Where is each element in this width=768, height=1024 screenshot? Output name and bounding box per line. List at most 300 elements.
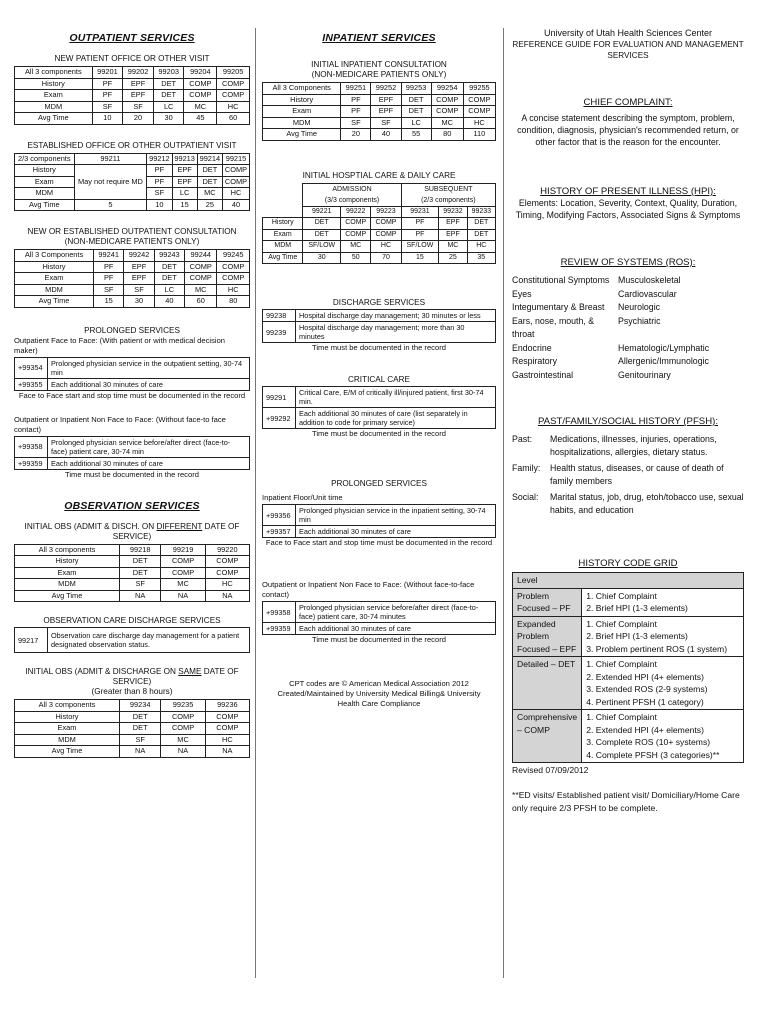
row-label: History: [15, 556, 120, 568]
requirement-item: 2. Brief HPI (1-3 elements): [586, 603, 688, 613]
nf2f-note: Time must be documented in the record: [65, 469, 199, 479]
table-row: [263, 310, 496, 322]
description-cell: Each additional 30 minutes of care (list separately in addition to code for primary service): [296, 408, 496, 429]
table-cell: MC: [161, 734, 205, 746]
row-label: History: [15, 711, 120, 723]
critical-care-table: [262, 386, 496, 429]
table-cell: 99201: [92, 67, 123, 79]
f2f-note: Face to Face start and stop time must be documented in the record: [18, 390, 246, 400]
table-cell: DET: [154, 261, 184, 273]
column-divider-1: [255, 28, 256, 978]
table-cell: 30: [124, 296, 154, 308]
table-cell: COMP: [205, 723, 249, 735]
table-cell: DET: [154, 273, 184, 285]
table-cell: 70: [371, 252, 401, 264]
table-cell: 40: [222, 199, 249, 211]
table-cell: HC: [463, 117, 495, 129]
table-cell: COMP: [431, 106, 463, 118]
table-cell: 35: [467, 252, 495, 264]
description-cell: Each additional 30 minutes of care: [48, 457, 250, 469]
table-cell: 99233: [467, 206, 495, 218]
table-cell: 99235: [161, 700, 205, 712]
outpatient-consult-title: NEW OR ESTABLISHED OUTPATIENT CONSULTATION: [27, 227, 237, 236]
table-cell: PF: [147, 176, 172, 188]
table-cell: 99204: [184, 67, 217, 79]
obs-same-title: [14, 667, 250, 687]
column-divider-2: [503, 28, 504, 978]
table-cell: 45: [184, 113, 217, 125]
row-label: MDM: [263, 117, 341, 129]
table-row: [263, 229, 496, 241]
table-cell: COMP: [185, 261, 217, 273]
table-row: [15, 628, 250, 653]
table-row: [263, 408, 496, 429]
table-cell: 2/3 components: [15, 153, 75, 165]
table-cell: 99215: [222, 153, 249, 165]
table-row: [263, 106, 496, 118]
requirement-item: 1. Chief Complaint: [586, 618, 657, 629]
row-label: Avg Time: [15, 746, 120, 758]
table-cell: 30: [153, 113, 184, 125]
history-level: Problem Focused – PF: [513, 588, 582, 616]
table-cell: 10: [147, 199, 172, 211]
inpatient-prolonged-table: [262, 504, 496, 538]
table-row: [263, 83, 496, 95]
history-grid-heading: HISTORY CODE GRID: [578, 558, 678, 569]
table-cell: COMP: [371, 229, 401, 241]
inpatient-prolonged-note: Face to Face start and stop time must be documented in the record: [265, 538, 493, 547]
requirement-item: 2. Brief HPI (1-3 elements): [586, 631, 688, 641]
table-cell: 40: [154, 296, 184, 308]
table-cell: 99241: [94, 250, 124, 262]
table-cell: 10: [92, 113, 123, 125]
obs-diff-title-emph: DIFFERENT: [156, 521, 203, 531]
table-cell: 99211: [74, 153, 147, 165]
row-label: Exam: [15, 723, 120, 735]
table-row: [263, 526, 496, 538]
table-cell: PF: [401, 218, 439, 230]
description-cell: Observation care discharge day management for a patient designated observation status.: [48, 628, 250, 653]
table-cell: MC: [161, 579, 205, 591]
table-cell: 99251: [341, 83, 371, 95]
discharge-title: DISCHARGE SERVICES: [332, 298, 426, 307]
table-cell: PF: [147, 165, 172, 177]
pfsh-label: Past:: [512, 434, 533, 444]
description-cell: Critical Care, E/M of critically ill/injured patient, first 30-74 min.: [296, 387, 496, 408]
code-cell: 99291: [263, 387, 296, 408]
table-row: [263, 623, 496, 635]
obs-discharge-title: OBSERVATION CARE DISCHARGE SERVICES: [43, 616, 221, 625]
table-cell: MC: [431, 117, 463, 129]
f2f-label: Outpatient Face to Face: (With patient or with medical decision maker): [14, 335, 226, 355]
table-cell: 99214: [197, 153, 222, 165]
code-cell: +99358: [15, 436, 48, 457]
new-patient-title: NEW PATIENT OFFICE OR OTHER VISIT: [54, 54, 210, 63]
obs-discharge-table: [14, 627, 250, 653]
table-cell: 60: [185, 296, 217, 308]
row-label: Exam: [15, 567, 120, 579]
table-cell: COMP: [222, 176, 249, 188]
table-cell: HC: [217, 101, 250, 113]
inpatient-header: INPATIENT SERVICES: [322, 32, 436, 44]
row-label: Exam: [263, 106, 341, 118]
table-cell: 99203: [153, 67, 184, 79]
table-row: [15, 590, 250, 602]
code-cell: +99355: [15, 378, 48, 390]
established-title: ESTABLISHED OFFICE OR OTHER OUTPATIENT VISIT: [27, 140, 237, 150]
table-cell: SF: [147, 188, 172, 200]
empty-cell: [263, 183, 303, 218]
obs-diff-title-pre: INITIAL OBS (ADMIT & DISCH. ON: [24, 521, 157, 531]
table-cell: PF: [341, 94, 371, 106]
description-cell: Each additional 30 minutes of care: [296, 526, 496, 538]
table-cell: COMP: [161, 723, 205, 735]
table-cell: DET: [153, 78, 184, 90]
table-row: [15, 723, 250, 735]
table-cell: EPF: [124, 261, 154, 273]
table-row: [15, 284, 250, 296]
description-cell: Each additional 30 minutes of care: [48, 378, 250, 390]
table-cell: 99213: [172, 153, 197, 165]
table-cell: COMP: [341, 218, 371, 230]
code-cell: +99356: [263, 505, 296, 526]
table-cell: 99252: [371, 83, 401, 95]
hpi-text: Elements: Location, Severity, Context, Quality, Duration, Timing, Modifying Factors, Associated Signs & Symptoms: [515, 198, 741, 220]
ros-heading: REVIEW OF SYSTEMS (ROS):: [560, 257, 696, 268]
table-row: [15, 153, 250, 165]
table-cell: SF: [341, 117, 371, 129]
table-row: [15, 378, 250, 390]
row-label: History: [263, 218, 303, 230]
table-row: [263, 241, 496, 253]
ros-system: Constitutional Symptoms: [512, 275, 610, 285]
table-cell: PF: [94, 273, 124, 285]
inpatient-nf2f-table: [262, 601, 496, 635]
table-cell: History: [15, 165, 75, 177]
row-label: All 3 components: [15, 700, 120, 712]
nf2f-label: Outpatient or Inpatient Non Face to Face: (Without face-to face contact): [14, 414, 226, 434]
table-cell: EPF: [371, 94, 401, 106]
row-label: Exam: [263, 229, 303, 241]
table-row: [263, 94, 496, 106]
table-row: [15, 296, 250, 308]
table-cell: DET: [197, 165, 222, 177]
history-requirements: [582, 657, 744, 710]
table-cell: 99243: [154, 250, 184, 262]
description-cell: Prolonged physician service before/after direct (face-to-face) patient care, 30-74 min: [48, 436, 250, 457]
level-header: Level: [513, 573, 744, 589]
table-row: [513, 573, 744, 589]
inpatient-consult-title: INITIAL INPATIENT CONSULTATION: [311, 60, 447, 69]
table-cell: MC: [439, 241, 467, 253]
table-cell: NA: [161, 590, 205, 602]
table-cell: 99231: [401, 206, 439, 218]
history-code-grid: [512, 572, 744, 763]
table-cell: EPF: [124, 273, 154, 285]
table-cell: COMP: [205, 556, 249, 568]
table-cell: DET: [467, 229, 495, 241]
table-cell: HC: [217, 284, 250, 296]
table-cell: HC: [467, 241, 495, 253]
table-cell: COMP: [371, 218, 401, 230]
table-cell: EPF: [172, 176, 197, 188]
may-not-require-md-cell: May not require MD: [74, 165, 147, 200]
established-table: [14, 153, 250, 212]
row-label: Avg Time: [15, 590, 120, 602]
admission-label: ADMISSION: [332, 185, 372, 193]
table-cell: PF: [341, 106, 371, 118]
table-cell: DET: [303, 229, 341, 241]
obs-same-table: [14, 699, 250, 758]
requirement-item: 4. Pertinent PFSH (1 category): [586, 696, 704, 707]
table-cell: SF/LOW: [401, 241, 439, 253]
code-cell: 99238: [263, 310, 296, 322]
code-cell: +99354: [15, 357, 48, 378]
requirement-item: 3. Extended ROS (2-9 systems): [586, 684, 708, 694]
row-label: Avg Time: [263, 252, 303, 264]
table-cell: COMP: [161, 567, 205, 579]
table-cell: DET: [467, 218, 495, 230]
table-row: [15, 357, 250, 378]
row-label: Exam: [15, 90, 93, 102]
table-cell: COMP: [217, 273, 250, 285]
table-cell: 99202: [123, 67, 154, 79]
row-label: All 3 Components: [263, 83, 341, 95]
table-row: [15, 734, 250, 746]
table-cell: 99234: [119, 700, 160, 712]
inpatient-consult-subtitle: (NON-MEDICARE PATIENTS ONLY): [311, 70, 447, 79]
description-cell: Hospital discharge day management; 30 minutes or less: [296, 310, 496, 322]
inpatient-column: [262, 28, 496, 709]
requirement-item: 4. Complete PFSH (3 categories)**: [586, 749, 720, 760]
obs-same-title-pre: INITIAL OBS (ADMIT & DISCHARGE ON: [25, 667, 179, 676]
table-row: [15, 457, 250, 469]
obs-diff-title-post: DATE OF SERVICE): [112, 521, 240, 541]
table-row: [15, 90, 250, 102]
table-cell: DET: [401, 106, 431, 118]
new-patient-table: [14, 66, 250, 125]
table-cell: DET: [401, 94, 431, 106]
table-cell: 20: [341, 129, 371, 141]
table-cell: 25: [439, 252, 467, 264]
inpatient-consult-table: [262, 82, 496, 141]
ros-system: Genitourinary: [618, 369, 671, 380]
table-cell: 60: [217, 113, 250, 125]
table-cell: HC: [371, 241, 401, 253]
table-cell: LC: [401, 117, 431, 129]
table-cell: COMP: [184, 90, 217, 102]
history-requirements: [582, 588, 744, 616]
ros-system: Gastrointestinal: [512, 369, 574, 380]
outpatient-header: OUTPATIENT SERVICES: [69, 32, 195, 44]
table-cell: SF: [124, 284, 154, 296]
table-cell: MC: [184, 101, 217, 113]
description-cell: Each additional 30 minutes of care: [296, 623, 496, 635]
subsequent-label: SUBSEQUENT: [424, 185, 473, 193]
code-cell: +99357: [263, 526, 296, 538]
table-row: [513, 588, 744, 616]
table-cell: 99212: [147, 153, 172, 165]
table-cell: HC: [222, 188, 249, 200]
obs-diff-table: [14, 544, 250, 603]
description-cell: Prolonged physician service in the outpatient setting, 30-74 min: [48, 357, 250, 378]
table-cell: PF: [94, 261, 124, 273]
table-cell: SF: [123, 101, 154, 113]
table-row: [15, 199, 250, 211]
row-label: MDM: [15, 284, 94, 296]
critical-care-title: CRITICAL CARE: [347, 375, 411, 384]
table-cell: 99218: [119, 544, 160, 556]
revised-date: Revised 07/09/2012: [512, 765, 589, 775]
table-cell: PF: [401, 229, 439, 241]
table-row: [263, 602, 496, 623]
pfsh-label: Family:: [512, 463, 541, 473]
table-cell: 99242: [124, 250, 154, 262]
hospital-care-table: [262, 183, 496, 265]
outpatient-consult-subtitle: (NON-MEDICARE PATIENTS ONLY): [64, 237, 200, 246]
table-row: [263, 252, 496, 264]
table-cell: 110: [463, 129, 495, 141]
table-row: [513, 710, 744, 763]
table-cell: NA: [119, 590, 160, 602]
table-cell: COMP: [341, 229, 371, 241]
table-cell: MC: [185, 284, 217, 296]
table-cell: SF/LOW: [303, 241, 341, 253]
table-row: [15, 261, 250, 273]
table-row: [15, 746, 250, 758]
table-row: [263, 322, 496, 343]
table-cell: 99222: [341, 206, 371, 218]
table-row: [513, 616, 744, 657]
table-row: [15, 544, 250, 556]
code-cell: +99292: [263, 408, 296, 429]
table-cell: PF: [92, 90, 123, 102]
nf2f-code-table: [14, 436, 250, 470]
discharge-table: [262, 309, 496, 343]
row-label: History: [15, 261, 94, 273]
table-cell: DET: [119, 711, 160, 723]
table-cell: COMP: [222, 165, 249, 177]
history-requirements: [582, 710, 744, 763]
subsequent-header: [401, 183, 495, 206]
table-cell: 30: [303, 252, 341, 264]
table-cell: NA: [119, 746, 160, 758]
hospital-care-title: INITIAL HOSPTIAL CARE & DAILY CARE: [302, 170, 456, 180]
table-row: [263, 129, 496, 141]
table-cell: 99221: [303, 206, 341, 218]
ros-system: Ears, nose, mouth, & throat: [512, 315, 595, 339]
description-cell: Prolonged physician service before/after direct (face-to-face) patient care, 30-74 minutes: [296, 602, 496, 623]
chief-complaint-heading: CHIEF COMPLAINT:: [583, 97, 673, 108]
table-cell: 15: [401, 252, 439, 264]
requirement-item: 2. Extended HPI (4+ elements): [586, 724, 704, 735]
table-cell: COMP: [217, 78, 250, 90]
critical-care-note: Time must be documented in the record: [312, 429, 446, 438]
table-row: [15, 78, 250, 90]
table-cell: 99254: [431, 83, 463, 95]
obs-same-title-emph: SAME: [178, 667, 202, 676]
table-cell: COMP: [217, 261, 250, 273]
observation-header: OBSERVATION SERVICES: [64, 499, 200, 512]
table-cell: 40: [371, 129, 401, 141]
table-cell: COMP: [205, 711, 249, 723]
table-cell: 99220: [205, 544, 249, 556]
table-cell: DET: [197, 176, 222, 188]
ros-system: Allergenic/Immunologic: [618, 356, 709, 366]
table-cell: SF: [119, 734, 160, 746]
table-cell: SF: [94, 284, 124, 296]
requirement-item: 2. Extended HPI (4+ elements): [586, 671, 704, 682]
table-cell: EPF: [172, 165, 197, 177]
ros-system: Eyes: [512, 288, 532, 299]
table-row: [263, 218, 496, 230]
table-cell: EPF: [123, 78, 154, 90]
requirement-item: 3. Complete ROS (10+ systems): [586, 737, 711, 747]
obs-same-subtitle: (Greater than 8 hours): [91, 687, 173, 696]
table-cell: DET: [303, 218, 341, 230]
table-row: [15, 700, 250, 712]
table-row: [263, 183, 496, 206]
row-label: All 3 components: [15, 544, 120, 556]
code-cell: 99239: [263, 322, 296, 343]
obs-same-title-post: DATE OF SERVICE): [112, 667, 239, 686]
prolonged-title: PROLONGED SERVICES: [84, 325, 180, 335]
subsequent-sub: (2/3 components): [421, 196, 476, 204]
table-row: [15, 579, 250, 591]
discharge-note: Time must be documented in the record: [312, 343, 446, 352]
table-cell: 99219: [161, 544, 205, 556]
row-label: MDM: [263, 241, 303, 253]
pfsh-text: Marital status, job, drug, etoh/tobacco use, sexual habits, and education: [550, 492, 744, 515]
table-cell: COMP: [463, 106, 495, 118]
table-row: [15, 113, 250, 125]
table-cell: EPF: [371, 106, 401, 118]
row-label: Exam: [15, 273, 94, 285]
hpi-heading: HISTORY OF PRESENT ILLNESS (HPI):: [540, 186, 716, 197]
table-cell: 15: [94, 296, 124, 308]
table-cell: LC: [172, 188, 197, 200]
requirement-item: 3. Problem pertinent ROS (1 system): [586, 643, 728, 654]
table-row: [15, 567, 250, 579]
ros-system: Cardiovascular: [618, 288, 677, 299]
guide-title: REFERENCE GUIDE FOR EVALUATION AND MANAGEMENT SERVICES: [512, 40, 744, 60]
ros-system: Musculoskeletal: [618, 275, 681, 285]
table-cell: COMP: [185, 273, 217, 285]
row-label: MDM: [15, 579, 120, 591]
admission-header: [303, 183, 401, 206]
table-cell: MDM: [15, 188, 75, 200]
requirement-item: 1. Chief Complaint: [586, 712, 657, 722]
row-label: Avg Time: [15, 296, 94, 308]
table-row: [15, 67, 250, 79]
table-cell: 5: [74, 199, 147, 211]
table-cell: LC: [154, 284, 184, 296]
ros-system: Respiratory: [512, 356, 557, 366]
row-label: All 3 components: [15, 67, 93, 79]
row-label: History: [15, 78, 93, 90]
table-cell: LC: [153, 101, 184, 113]
table-cell: COMP: [161, 711, 205, 723]
table-cell: COMP: [161, 556, 205, 568]
table-cell: 80: [431, 129, 463, 141]
ros-system: Endocrine: [512, 342, 552, 353]
row-label: MDM: [15, 101, 93, 113]
table-cell: EPF: [439, 218, 467, 230]
table-cell: SF: [119, 579, 160, 591]
footnote: **ED visits/ Established patient visit/ Domiciliary/Home Care only require 2/3 PFSH to be complete.: [512, 790, 740, 813]
reference-column: [512, 28, 744, 814]
table-cell: 15: [172, 199, 197, 211]
